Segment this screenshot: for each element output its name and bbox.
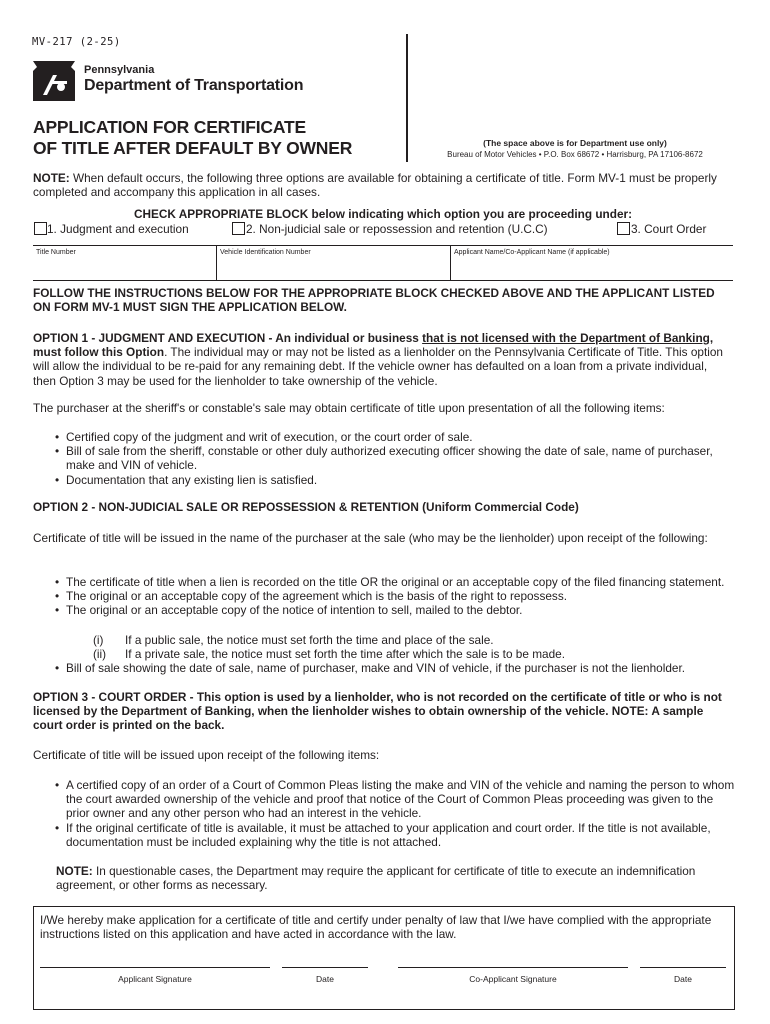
applicant-name-field[interactable] — [451, 246, 733, 280]
option3-list — [52, 778, 736, 849]
agency-state: Pennsylvania — [84, 64, 155, 76]
applicant-name-label: Applicant Name/Co-Applicant Name (if applicable) — [454, 249, 610, 256]
penndot-keystone-logo-icon — [31, 57, 77, 103]
check-block-heading: CHECK APPROPRIATE BLOCK below indicating which option you are proceeding under: — [133, 207, 633, 221]
applicant-date-label: Date — [316, 974, 334, 984]
option1-heading: OPTION 1 - JUDGMENT AND EXECUTION - An individual or business — [33, 331, 423, 345]
list-item: • The original or an acceptable copy of the notice of intention to sell, mailed to the debtor. — [66, 603, 736, 617]
coapplicant-date-label: Date — [674, 974, 692, 984]
option3-checkbox-label: 3. Court Order — [631, 222, 707, 236]
option2-list — [52, 575, 736, 618]
department-use-note: (The space above is for Department use only) — [483, 138, 667, 148]
option2-checkbox[interactable] — [232, 222, 245, 235]
note-text: In questionable cases, the Department may require the applicant for certificate of title to execute an indemnification agreement, or other forms as necessary. — [56, 864, 696, 893]
applicant-signature-label: Applicant Signature — [118, 974, 192, 984]
list-item: • Documentation that any existing lien is satisfied. — [66, 473, 726, 487]
title-number-label: Title Number — [36, 249, 76, 256]
form-number: MV-217 (2-25) — [32, 36, 121, 48]
coapplicant-signature-label: Co-Applicant Signature — [469, 974, 557, 984]
note-label: NOTE: — [33, 171, 70, 185]
vin-label: Vehicle Identification Number — [220, 249, 311, 256]
option3-checkbox[interactable] — [617, 222, 630, 235]
vin-field[interactable] — [217, 246, 450, 280]
option2-sub-ii-number: (ii) — [93, 647, 107, 661]
list-item: • Certified copy of the judgment and writ of execution, or the court order of sale. — [66, 430, 726, 444]
coapplicant-date-line[interactable] — [640, 967, 726, 968]
certification-statement: I/We hereby make application for a certificate of title and certify under penalty of law that I/we have complied with the appropriate instructions listed on this application and have acted in accordance with the law. — [40, 913, 712, 942]
option1-heading-end: , must follow this Option — [33, 331, 714, 360]
note-label: NOTE: — [56, 864, 93, 878]
header-divider — [406, 34, 408, 162]
option2-sub-i: If a public sale, the notice must set forth the time and place of the sale. — [125, 633, 494, 647]
option3-heading: OPTION 3 - COURT ORDER - This option is used by a lienholder, who is not recorded on the certificate of title or who is not licensed by the Department of Banking, when the lienholder wishes to obtain ownership of the vehicle. NOTE: A sample court order is printed on the back. — [33, 690, 722, 733]
coapplicant-signature-line[interactable] — [398, 967, 628, 968]
form-title-line1: APPLICATION FOR CERTIFICATE — [33, 117, 306, 137]
list-item: • The certificate of title when a lien is recorded on the title OR the original or an acceptable copy of the filed financing statement. — [66, 575, 736, 589]
option1-checkbox[interactable] — [34, 222, 47, 235]
option1-list — [52, 430, 726, 487]
list-item: • Bill of sale from the sheriff, constable or other duly authorized executing officer showing the date of sale, name of purchaser, make and VIN of vehicle. — [66, 444, 726, 472]
list-item: • The original or an acceptable copy of the agreement which is the basis of the right to repossess. — [66, 589, 736, 603]
option2-sub-i-number: (i) — [93, 633, 104, 647]
list-item: • If the original certificate of title is available, it must be attached to your application and court order. If the title is not available, documentation must be included explaining why the title is not attached. — [66, 821, 736, 849]
bureau-address: Bureau of Motor Vehicles • P.O. Box 68672 • Harrisburg, PA 17106-8672 — [447, 150, 703, 159]
follow-instructions: FOLLOW THE INSTRUCTIONS BELOW FOR THE APPROPRIATE BLOCK CHECKED ABOVE AND THE APPLICANT LISTED ON FORM MV-1 MUST SIGN THE APPLICATION BELOW. — [33, 286, 715, 315]
option1-body: . The individual may or may not be listed as a lienholder on the Pennsylvania Certificate of Title. This option will allow the individual to be re-paid for any remaining debt. If the vehicle owner has defaulted on a loan from a private individual, then Option 3 may be used for the lienholder to take ownership of the vehicle. — [33, 345, 723, 388]
list-item: • Bill of sale showing the date of sale, name of purchaser, make and VIN of vehicle, if the purchaser is not the lienholder. — [66, 661, 756, 675]
agency-department: Department of Transportation — [84, 77, 304, 94]
option2-heading: OPTION 2 - NON-JUDICIAL SALE OR REPOSSESSION & RETENTION (Uniform Commercial Code) — [33, 500, 579, 514]
option1-checkbox-label: 1. Judgment and execution — [47, 222, 189, 236]
option2-list-end — [52, 661, 756, 675]
option2-intro: Certificate of title will be issued in the name of the purchaser at the sale (who may be the lienholder) upon receipt of the following: — [33, 531, 708, 545]
vehicle-info-fields — [33, 245, 733, 281]
option2-sub-ii: If a private sale, the notice must set forth the time after which the sale is to be made. — [125, 647, 565, 661]
list-item: • A certified copy of an order of a Court of Common Pleas listing the make and VIN of the vehicle and naming the person to whom the court awarded ownership of the vehicle and proof that notice of the Court of Common Pleas proceeding was given to the prior owner and any other person who had an interest in the vehicle. — [66, 778, 736, 821]
questionable-cases-note — [56, 864, 716, 892]
option2-checkbox-label: 2. Non-judicial sale or repossession and retention (U.C.C) — [246, 222, 548, 236]
title-number-field[interactable] — [33, 246, 216, 280]
applicant-date-line[interactable] — [282, 967, 368, 968]
option1-section — [33, 331, 733, 388]
default-note — [33, 171, 733, 199]
form-title-line2: OF TITLE AFTER DEFAULT BY OWNER — [33, 138, 353, 158]
option3-intro: Certificate of title will be issued upon receipt of the following items: — [33, 748, 380, 762]
option1-purchaser: The purchaser at the sheriff's or constable's sale may obtain certificate of title upon presentation of all the following items: — [33, 401, 665, 415]
note-text: When default occurs, the following three options are available for obtaining a certificate of title. Form MV-1 must be properly completed and accompany this application in all cases. — [33, 171, 717, 200]
applicant-signature-line[interactable] — [40, 967, 270, 968]
option1-heading-underlined: that is not licensed with the Department of Banking — [422, 331, 710, 345]
